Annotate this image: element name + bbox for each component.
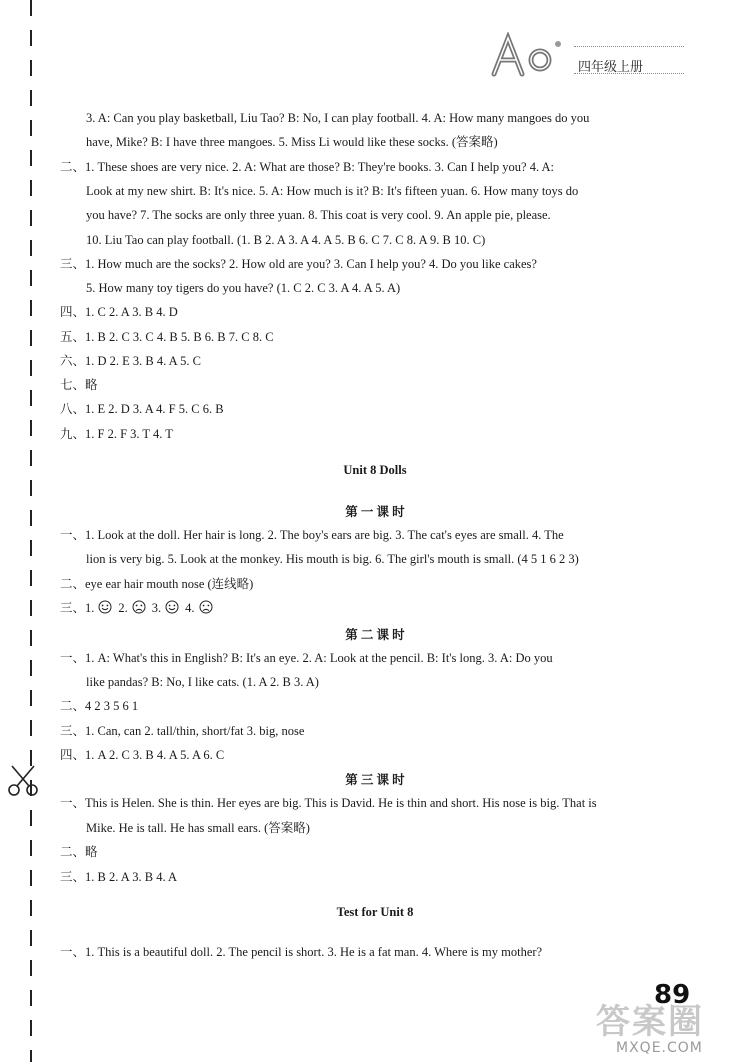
answer-line: 八、1. E 2. D 3. A 4. F 5. C 6. B	[60, 402, 224, 416]
unit-title: Unit 8 Dolls	[343, 463, 407, 477]
face-label: 2.	[118, 601, 128, 615]
cut-line	[30, 0, 32, 1062]
answer-line: 3. A: Can you play basketball, Liu Tao? B: No, I can play football. 4. A: How many mangoes do you	[86, 111, 590, 125]
answer-line: lion is very big. 5. Look at the monkey. His mouth is big. 6. The girl's mouth is small. (4 5 1 6 2 3)	[86, 552, 579, 566]
answer-line: 四、1. A 2. C 3. B 4. A 5. A 6. C	[60, 748, 225, 762]
answer-line: 二、1. These shoes are very nice. 2. A: What are those? B: They're books. 3. Can I help you? 4. A:	[60, 160, 555, 174]
answer-line: 二、略	[60, 845, 98, 859]
page-number: 89	[654, 980, 691, 1010]
frown-icon	[199, 600, 213, 614]
answer-line: 三、1. Can, can 2. tall/thin, short/fat 3. big, nose	[60, 724, 305, 738]
face-label: 3.	[151, 601, 162, 615]
answer-line: 二、4 2 3 5 6 1	[60, 699, 139, 713]
answer-line: 一、1. A: What's this in English? B: It's an eye. 2. A: Look at the pencil. B: It's long. 3. A: Do you	[60, 651, 553, 665]
answer-line: 5. How many toy tigers do you have? (1. C 2. C 3. A 4. A 5. A)	[86, 281, 401, 295]
answer-line: 一、This is Helen. She is thin. Her eyes are big. This is David. He is thin and short. His nose is big. That is	[60, 796, 597, 810]
answer-line: 二、eye ear hair mouth nose (连线略)	[60, 577, 254, 591]
answer-line: Look at my new shirt. B: It's nice. 5. A: How much is it? B: It's fifteen yuan. 6. How many toys do	[86, 184, 579, 198]
answer-line: Mike. He is tall. He has small ears. (答案略)	[86, 821, 310, 835]
watermark-logo: 答案圈	[596, 1002, 704, 1042]
test-title: Test for Unit 8	[336, 905, 414, 919]
answer-line: 七、略	[60, 378, 98, 392]
answer-line: 三、1. B 2. A 3. B 4. A	[60, 870, 178, 884]
faces-answer-line	[60, 599, 219, 617]
answer-line: 九、1. F 2. F 3. T 4. T	[60, 427, 173, 441]
faces-prefix: 三、	[60, 601, 86, 615]
book-title: 四年级上册	[578, 60, 644, 75]
frown-icon	[132, 600, 146, 614]
answer-line: 五、1. B 2. C 3. C 4. B 5. B 6. B 7. C 8. C	[60, 330, 274, 344]
face-label: 4.	[185, 601, 195, 615]
answer-line: have, Mike? B: I have three mangoes. 5. Miss Li would like these socks. (答案略)	[86, 135, 498, 149]
face-label: 1.	[85, 601, 95, 615]
answer-line: 四、1. C 2. A 3. B 4. D	[60, 305, 178, 319]
lesson-title: 第 二 课 时	[345, 628, 405, 642]
answer-line: 六、1. D 2. E 3. B 4. A 5. C	[60, 354, 201, 368]
smile-icon	[98, 600, 112, 614]
answer-line: you have? 7. The socks are only three yuan. 8. This coat is very cool. 9. An apple pie, please.	[86, 208, 551, 222]
lesson-title: 第 一 课 时	[345, 505, 405, 519]
answer-line: 一、1. Look at the doll. Her hair is long. 2. The boy's ears are big. 3. The cat's eyes are small. 4. The	[60, 528, 564, 542]
answer-line: 10. Liu Tao can play football. (1. B 2. A 3. A 4. A 5. B 6. C 7. C 8. A 9. B 10. C)	[86, 233, 486, 247]
smile-icon	[165, 600, 179, 614]
answer-line: 三、1. How much are the socks? 2. How old are you? 3. Can I help you? 4. Do you like cakes?	[60, 257, 537, 271]
answer-line: 一、1. This is a beautiful doll. 2. The pencil is short. 3. He is a fat man. 4. Where is my mother?	[60, 945, 543, 959]
watermark-url: MXQE.COM	[616, 1040, 703, 1056]
answer-line: like pandas? B: No, I like cats. (1. A 2. B 3. A)	[86, 675, 319, 689]
lesson-title: 第 三 课 时	[345, 773, 405, 787]
logo-icon	[488, 32, 568, 78]
